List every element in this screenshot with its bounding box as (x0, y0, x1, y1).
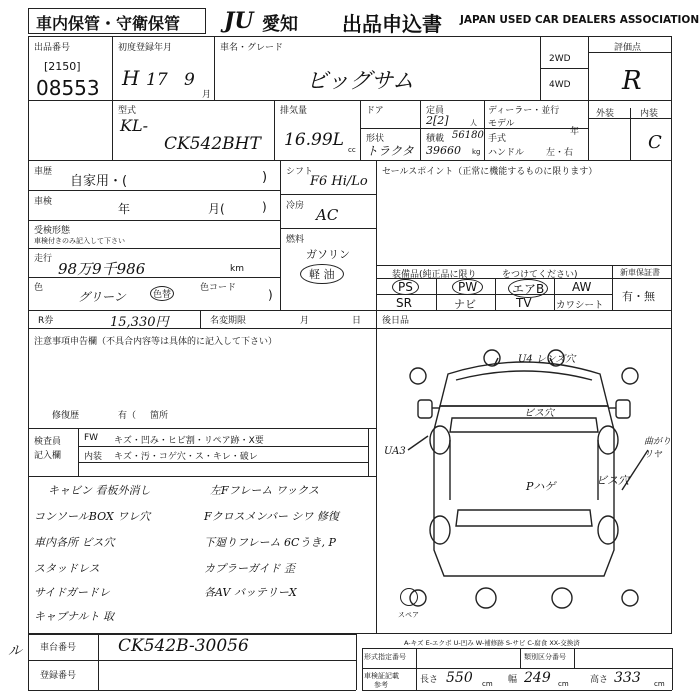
color-close: ) (268, 288, 273, 302)
repair-label: 修復歴 (52, 411, 80, 421)
equipment-navi: ナビ (454, 298, 476, 311)
warranty-label: 新車保証書 (620, 268, 660, 277)
equipment-sr: SR (396, 296, 412, 310)
transfer-label: 名変期限 (210, 316, 247, 326)
sales-point-label: セールスポイント（正常に機能するものに限ります） (382, 167, 598, 177)
color-code-label: 色コード (200, 283, 237, 293)
tax-value: 15,330円 (110, 315, 169, 330)
color-value: グリーン (78, 290, 126, 304)
load-value-2: 39660 (426, 144, 461, 157)
interior-label: 内装 (640, 109, 659, 119)
type-value: CK542BHT (164, 134, 261, 154)
spare-label: スペア (398, 611, 419, 619)
spare-icon (400, 588, 418, 606)
history-value: 自家用・( (70, 174, 128, 189)
odometer-value: 98万9千986 (58, 260, 146, 278)
handle-label: ハンドル (488, 148, 525, 158)
inspector-row1: キズ・凹み・ヒビ割・リペア跡・X要 (114, 436, 264, 446)
rating-value: R (622, 66, 642, 96)
remark-7: スタッドレス (34, 562, 100, 575)
length-label: 長さ (420, 675, 439, 685)
model-unit: 年 (570, 127, 580, 137)
drive-4wd: 4WD (549, 80, 571, 90)
capacity-unit: 人 (470, 119, 477, 127)
height-value: 333 (614, 670, 641, 686)
history-close: ) (262, 170, 268, 185)
remark-5: 車内各所 ビス穴 (34, 536, 115, 549)
load-label: 積載 (426, 134, 445, 144)
storage-label: 車内保管・守衛保管 (36, 14, 181, 33)
car-name-label: 車名・グレード (220, 43, 284, 53)
length-unit: cm (482, 680, 493, 688)
rear-items-label: 後日品 (382, 316, 410, 326)
remark-9: サイドガードレ (34, 586, 110, 599)
size-label-1: 車検証記載 (364, 672, 399, 680)
cooler-value: AC (316, 206, 339, 224)
model-label: モデル (488, 119, 515, 129)
inspection-form-label: 受検形態 (34, 226, 71, 236)
remark-4: Fクロスメンバー シワ 修復 (204, 510, 339, 523)
hand-label: 手式 (488, 134, 507, 144)
registration-label: 登録番号 (40, 671, 77, 681)
entry-bracket: [2150] (44, 60, 81, 73)
transfer-month: 月 (300, 316, 310, 326)
equipment-label: 装備品(純正品に限り (392, 270, 477, 280)
door-label: ドア (366, 106, 384, 116)
remark-10: 各AV バッテリーX (204, 586, 297, 599)
remark-2: 左Fフレーム ワックス (210, 484, 320, 497)
remark-3: コンソールBOX ワレ穴 (34, 510, 151, 523)
equipment-ps: PS (392, 279, 419, 295)
form-title: 出品申込書 (342, 12, 442, 36)
diagram-note-paint: Pハゲ (526, 480, 556, 493)
size-label-2: 参考 (374, 681, 388, 689)
exterior-label: 外装 (596, 109, 615, 119)
equipment-tv: TV (516, 296, 532, 310)
odometer-label: 走行 (34, 254, 53, 264)
diagram-note-bend: 曲がり リヤ (644, 437, 672, 460)
form-number-label: 形式指定番号 (364, 653, 406, 661)
inspector-row2: キズ・汚・コゲ穴・ス・キレ・破レ (114, 452, 258, 462)
reg-month-unit: 月 (202, 90, 212, 100)
repair-value: 有（ (118, 411, 137, 421)
type-label: 型式 (118, 106, 137, 116)
dealer-label: ディーラー・並行 (488, 106, 560, 116)
remark-8: カプラーガイド 歪 (204, 562, 295, 575)
displacement-label: 排気量 (280, 106, 308, 116)
reg-month: 9 (184, 70, 195, 90)
shift-value: F6 Hi/Lo (310, 174, 368, 189)
inspector-label-1: 検査員 (34, 437, 62, 447)
shift-label: シフト (286, 167, 314, 177)
equipment-leather: カワシート (556, 300, 604, 311)
type-prefix: KL- (120, 116, 148, 135)
displacement-value: 16.99L (284, 130, 344, 150)
diagram-note-cab-screw: ビス穴 (524, 408, 554, 419)
ju-logo: JU (224, 8, 254, 34)
diagram-note-lens: U4 レンズ穴 (518, 354, 576, 365)
shaken-label: 車検 (34, 197, 53, 207)
side-mark: ル (8, 643, 22, 659)
capacity-label: 定員 (426, 106, 445, 116)
interior-grade: C (648, 132, 662, 153)
shaken-month: 月( (208, 202, 225, 216)
length-value: 550 (446, 670, 473, 686)
width-unit: cm (558, 680, 569, 688)
height-unit: cm (654, 680, 665, 688)
car-name: ビッグサム (306, 69, 415, 94)
equipment-airbag: エアB (508, 279, 548, 298)
diagram-note-screw: ビス穴 (596, 474, 629, 487)
reg-year: 17 (146, 70, 168, 90)
displacement-unit: cc (348, 146, 356, 154)
equipment-aw: AW (572, 280, 592, 294)
org-name: 愛知 (262, 14, 298, 35)
rating-label: 評価点 (614, 43, 642, 53)
entry-number: 08553 (36, 76, 100, 100)
diagram-note-ua3: UA3 (384, 446, 406, 457)
fuel-gasoline: ガソリン (306, 248, 350, 261)
damage-legend: A-キズ E-エクボ U-凹み W-補修跡 S-サビ C-腐食 XX-交換済 (404, 639, 580, 647)
odometer-unit: km (230, 264, 244, 274)
height-label: 高さ (590, 675, 609, 685)
repair-unit: 箇所 (150, 411, 169, 421)
notes-label: 注意事項申告欄（不具合内容等は具体的に記入して下さい） (34, 337, 278, 347)
class-number-label: 類別区分番号 (524, 653, 566, 661)
capacity-value: 2[2] (426, 114, 449, 127)
tax-label: R券 (38, 316, 54, 326)
chassis-label: 車台番号 (40, 643, 77, 653)
shape-label: 形状 (366, 134, 385, 144)
inspector-row1-head: FW (84, 433, 99, 443)
color-label: 色 (34, 283, 44, 293)
width-label: 幅 (508, 675, 518, 685)
entry-no-label: 出品番号 (34, 43, 71, 53)
inspector-label-2: 記入欄 (34, 451, 62, 461)
transfer-day: 日 (352, 316, 362, 326)
equipment-pw: PW (452, 279, 483, 295)
width-value: 249 (524, 670, 551, 686)
warranty-options: 有・無 (622, 290, 655, 303)
color-change: 色替 (150, 286, 174, 301)
history-label: 車歴 (34, 167, 53, 177)
remark-11: キャブナルト 取 (34, 610, 114, 623)
remark-6: 下廻りフレーム 6Cうき, P (204, 536, 336, 549)
inspector-row2-head: 内装 (84, 452, 103, 462)
shaken-close: ) (262, 200, 267, 214)
association-name: JAPAN USED CAR DEALERS ASSOCIATION (460, 14, 700, 26)
cooler-label: 冷房 (286, 201, 305, 211)
reg-date-label: 初度登録年月 (118, 43, 173, 53)
load-unit: kg (472, 148, 481, 156)
load-value: 56180 (452, 130, 484, 141)
drive-2wd: 2WD (549, 54, 571, 64)
chassis-number: CK542B-30056 (118, 636, 249, 656)
shaken-year: 年 (118, 202, 131, 216)
fuel-diesel: 軽 油 (300, 264, 344, 284)
remark-1: キャビン 看板外消し (48, 484, 151, 497)
equipment-label-tail: をつけてください) (502, 270, 578, 280)
handle-options: 左・右 (546, 148, 574, 158)
reg-era: H (122, 66, 140, 90)
fuel-label: 燃料 (286, 235, 305, 245)
shape-value: トラクタ (366, 144, 414, 158)
inspection-form-sub: 車検付きのみ記入して下さい (34, 237, 125, 245)
